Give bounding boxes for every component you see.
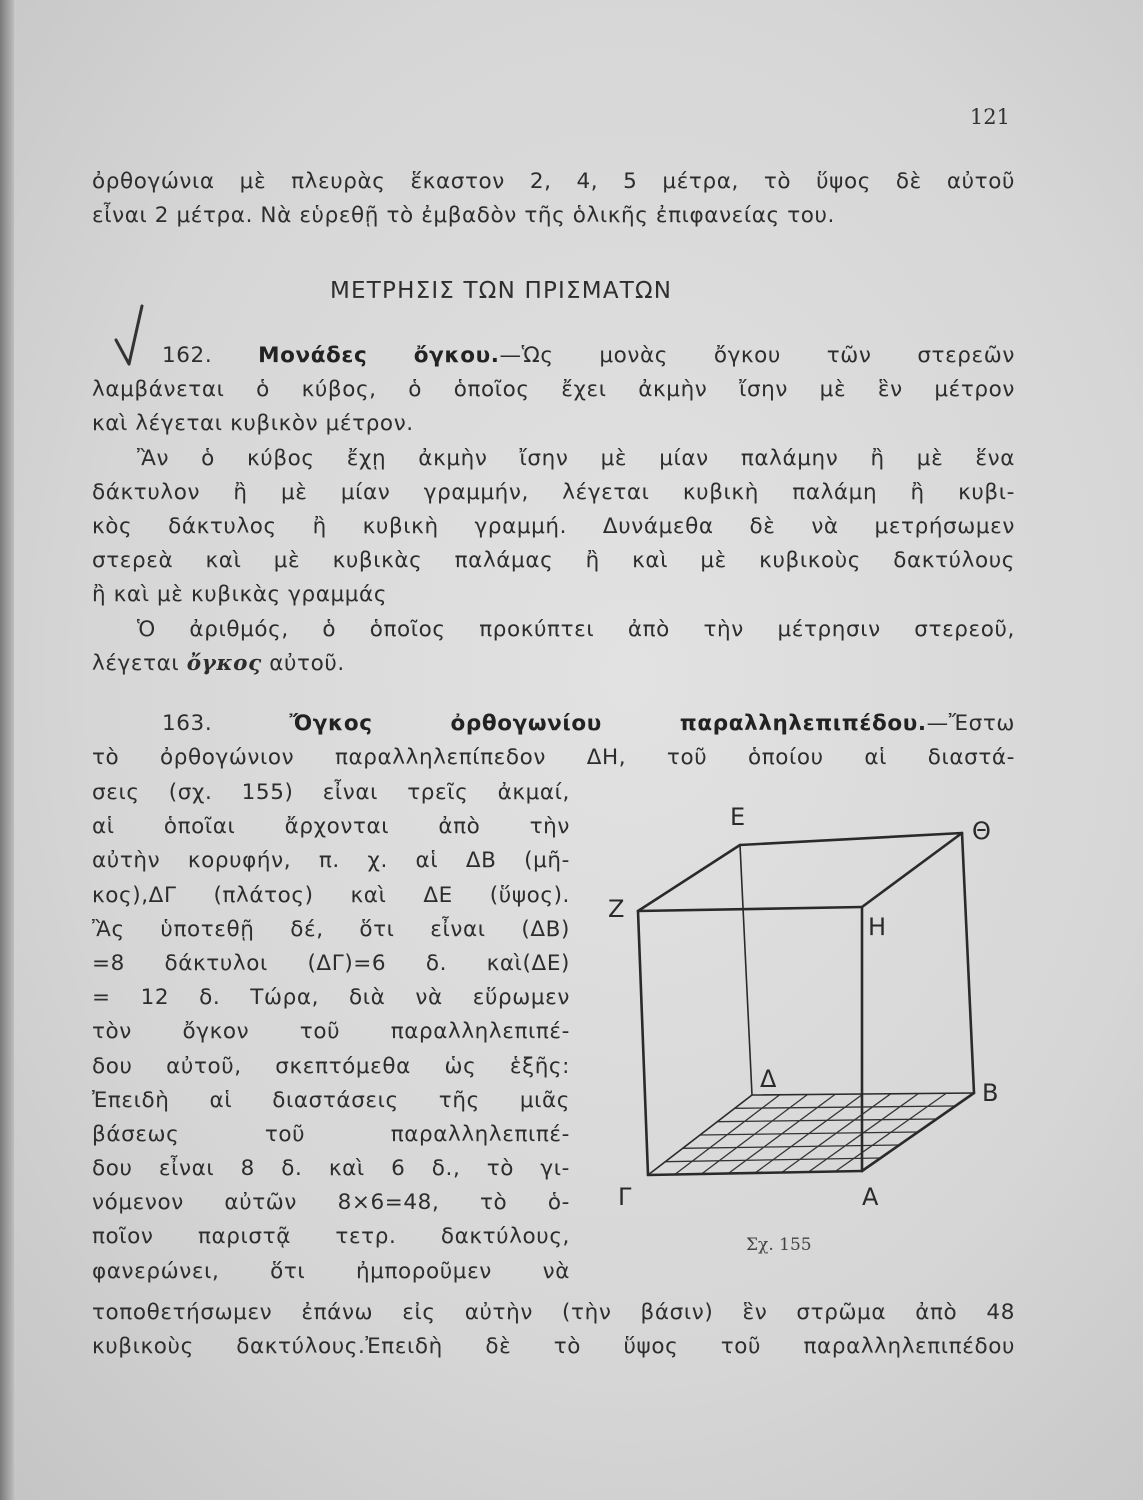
grid-line [665,1158,880,1162]
text-line: =8 δάκτυλοι (ΔΓ)=6 δ. καὶ(ΔΕ) [92,950,570,976]
vertex-label-gamma: Γ [618,1183,632,1211]
vertex-label-theta: Θ [972,817,991,845]
section-162-line1-rest: —Ὡς μονὰς ὄγκου τῶν στερεῶν [499,343,1015,368]
grid-line [735,1106,956,1108]
edge-ZG [638,911,648,1175]
vertex-label-delta: Δ [760,1065,777,1093]
text-line: Ἐπειδὴ αἱ διαστάσεις τῆς μιᾶς [92,1087,570,1113]
text-line: δάκτυλον ἢ μὲ μίαν γραμμήν, λέγεται κυβικὴ παλάμη ἢ κυβι- [92,479,1015,505]
text-line: κὸς δάκτυλος ἢ κυβικὴ γραμμή. Δυνάμεθα δὲ νὰ μετρήσωμεν [92,513,1015,539]
edge-DB [752,1093,974,1095]
edge-EO [740,833,962,845]
vertex-label-E: Ε [730,803,746,831]
text-line: αἱ ὁποῖαι ἄρχονται ἀπὸ τὴν [92,814,570,840]
grid-line [700,1132,918,1135]
edge-HO [862,833,962,907]
section-162-last-line [92,647,1015,681]
text-line: ὀρθογώνια μὲ πλευρὰς ἕκαστον 2, 4, 5 μέτρα, τὸ ὕψος δὲ αὐτοῦ [92,169,1015,194]
edge-GA [648,1171,862,1175]
section-heading: ΜΕΤΡΗΣΙΣ ΤΩΝ ΠΡΙΣΜΑΤΩΝ [330,278,673,304]
section-163-title: Ὄγκος ὀρθογωνίου παραλληλεπιπέδου. [289,711,927,736]
text-line: βάσεως τοῦ παραλληλεπιπέ- [92,1121,570,1147]
vertex-label-A: Α [862,1183,879,1211]
text-line: λαμβάνεται ὁ κύβος, ὁ ὁποῖος ἔχει ἀκμὴν ἴσην μὲ ἓν μέτρον [92,377,1015,403]
base-grid [665,1093,955,1174]
text-line: αὐτὴν κορυφήν, π. χ. αἱ ΔΒ (μῆ- [92,848,570,874]
text-line: εἶναι 2 μέτρα. Νὰ εὑρεθῇ τὸ ἐμβαδὸν τῆς ὁλικῆς ἐπιφανείας του. [92,203,835,229]
vertex-label-Z: Ζ [608,895,625,923]
edge-ZE [638,845,740,911]
section-163-line1-rest: —Ἔστω [926,711,1015,736]
figure-caption: Σχ. 155 [746,1235,812,1255]
text-line: τὸ ὀρθογώνιον παραλληλεπίπεδον ΔΗ, τοῦ ὁποίου αἱ διαστά- [92,745,1015,771]
text-line: κυβικοὺς δακτύλους.Ἐπειδὴ δὲ τὸ ὕψος τοῦ παραλληλεπιπέδου [92,1334,1015,1360]
text-line: δου αὐτοῦ, σκεπτόμεθα ὡς ἑξῆς: [92,1053,570,1079]
text-line: νόμενον αὐτῶν 8×6=48, τὸ ὁ- [92,1190,570,1216]
page-gutter-shadow [0,0,14,1500]
text-line: φανερώνει, ὅτι ἠμποροῦμεν νὰ [92,1258,570,1284]
vertex-label-H: Η [868,913,887,941]
text-line: κος),ΔΓ (πλάτος) καὶ ΔΕ (ὕψος). [92,882,570,908]
section-162-first-line [92,339,1015,373]
vertex-label-B: Β [982,1079,999,1107]
text-fragment: λέγεται [92,650,187,676]
page-number: 121 [969,105,1010,129]
section-163-column [92,776,570,1289]
section-163-number: 163. [162,711,213,736]
text-line: δου εἶναι 8 δ. καὶ 6 δ., τὸ γι- [92,1156,570,1182]
text-line: τοποθετήσωμεν ἐπάνω εἰς αὐτὴν (τὴν βάσιν) ἓν στρῶμα ἀπὸ 48 [92,1300,1015,1325]
term-volume: ὄγκος [186,650,262,676]
section-162-number: 162. [162,343,213,368]
section-163-continuation [92,1296,1015,1364]
intro-paragraph [92,165,1015,233]
text-line: ποῖον παριστᾷ τετρ. δακτύλους, [92,1224,570,1250]
figure-edges [638,833,974,1175]
text-line: Ἂν ὁ κύβος ἔχῃ ἀκμὴν ἴσην μὲ μίαν παλάμην ἢ μὲ ἕνα [137,445,1015,471]
text-line: τὸν ὄγκον τοῦ παραλληλεπιπέ- [92,1019,570,1045]
grid-line [683,1145,900,1148]
text-line: στερεὰ καὶ μὲ κυβικὰς παλάμας ἢ καὶ μὲ κυβικοὺς δακτύλους [92,548,1015,574]
section-163-first-line [92,707,1015,741]
text-fragment: αὐτοῦ. [261,650,345,676]
text-line: σεις (σχ. 155) εἶναι τρεῖς ἀκμαί, [92,780,570,805]
section-163-header [92,707,1015,775]
edge-ED [740,845,752,1095]
section-162 [92,339,1015,681]
edge-OB [962,833,974,1093]
text-line: Ὁ ἀριθμός, ὁ ὁποῖος προκύπτει ἀπὸ τὴν μέτρησιν στερεοῦ, [137,616,1015,642]
text-line: ἢ καὶ μὲ κυβικὰς γραμμάς [92,582,388,608]
edge-ZH [638,907,862,911]
grid-line [717,1119,936,1122]
text-line: Ἂς ὑποτεθῇ δέ, ὅτι εἶναι (ΔΒ) [92,916,570,942]
text-line: = 12 δ. Τώρα, διὰ νὰ εὕρωμεν [92,985,570,1011]
text-line: καὶ λέγεται κυβικὸν μέτρον. [92,411,414,437]
parallelepiped-figure [600,795,1020,1225]
section-162-title: Μονάδες ὄγκου. [258,343,500,368]
